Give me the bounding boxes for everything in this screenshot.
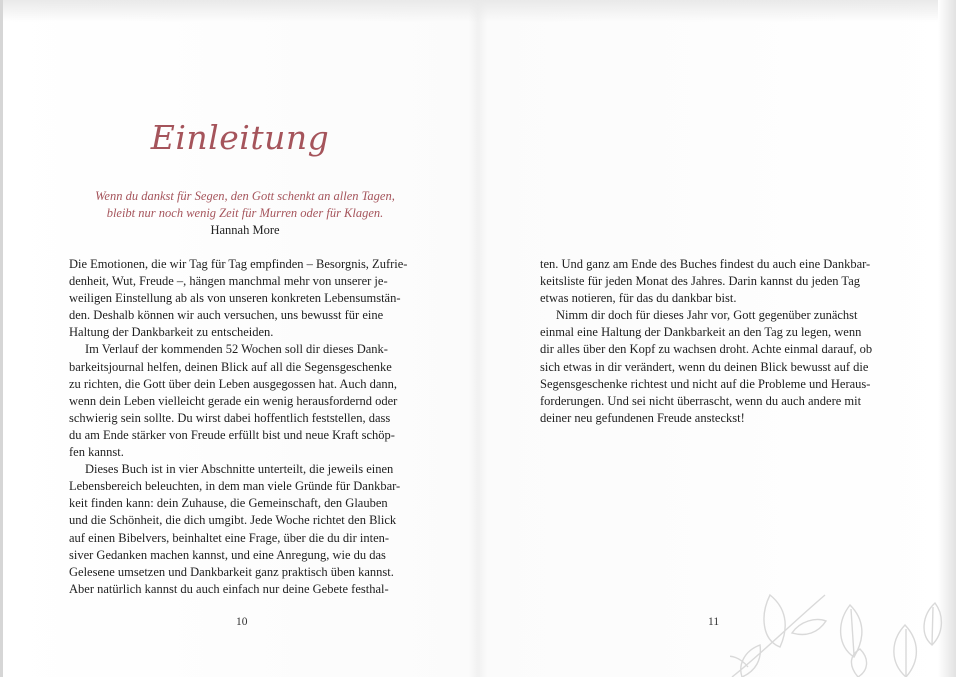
page-number-right: 11 — [708, 616, 720, 628]
body-text-left — [69, 256, 419, 598]
text-line: weiligen Einstellung ab als von unseren konkreten Lebensumstän- — [69, 291, 401, 306]
text-line: denheit, Wut, Freude –, hängen manchmal mehr von unserer je- — [69, 274, 388, 289]
text-line: einmal eine Haltung der Dankbarkeit an den Tag zu legen, wenn — [540, 325, 862, 340]
chapter-title: Einleitung — [150, 118, 330, 157]
body-text-right — [540, 256, 890, 427]
text-line: Im Verlauf der kommenden 52 Wochen soll dir dieses Dank- — [85, 342, 388, 357]
text-line: schwierig sein sollte. Du wirst dabei hoffentlich feststellen, dass — [69, 410, 391, 425]
text-line: fen kannst. — [69, 445, 124, 460]
text-line: Gelesene umsetzen und Dankbarkeit ganz praktisch üben kannst. — [69, 564, 394, 579]
text-line: sich etwas in dir verändert, wenn du deinen Blick bewusst auf die — [540, 359, 869, 374]
text-line: du am Ende stärker von Freude erfüllt bist und neue Kraft schöp- — [69, 427, 395, 442]
text-line: ten. Und ganz am Ende des Buches findest du auch eine Dankbar- — [540, 257, 871, 271]
epigraph-author: Hannah More — [210, 223, 280, 237]
text-line: auf einen Bibelvers, beinhaltet eine Frage, über die du dir inten- — [69, 530, 390, 545]
text-line: barkeitsjournal helfen, deinen Blick auf all die Segensgeschenke — [69, 359, 392, 374]
text-line: siver Gedanken machen kannst, und eine Anregung, wie du das — [69, 547, 386, 562]
text-line: Die Emotionen, die wir Tag für Tag empfinden – Besorgnis, Zufrie- — [69, 257, 408, 271]
text-line: Dieses Buch ist in vier Abschnitte unterteilt, die jeweils einen — [85, 462, 394, 477]
text-line: Haltung der Dankbarkeit zu entscheiden. — [69, 325, 274, 340]
epigraph-line: bleibt nur noch wenig Zeit für Murren oder für Klagen. — [106, 206, 384, 220]
text-line: keitsliste für jeden Monat des Jahres. Darin kannst du jeden Tag — [540, 274, 860, 289]
page-number-left: 10 — [236, 616, 248, 628]
text-line: wenn dein Leben vielleicht gerade ein wenig herausfordernd oder — [69, 393, 398, 408]
epigraph — [70, 188, 420, 222]
text-line: forderungen. Und sei nicht überrascht, wenn du auch andere mit — [540, 393, 862, 408]
text-line: den. Deshalb können wir auch versuchen, uns bewusst für eine — [69, 308, 384, 323]
leaf-branch-icon — [730, 585, 950, 677]
text-line: keit finden kann: dein Zuhause, die Gemeinschaft, den Glauben — [69, 496, 388, 511]
text-line: Lebensbereich beleuchten, in dem man viele Gründe für Dankbar- — [69, 479, 401, 494]
text-line: Aber natürlich kannst du auch einfach nur deine Gebete festhal- — [69, 581, 389, 596]
epigraph-line: Wenn du dankst für Segen, den Gott schenkt an allen Tagen, — [95, 189, 395, 203]
text-line: Nimm dir doch für dieses Jahr vor, Gott gegenüber zunächst — [556, 308, 858, 323]
text-line: Segensgeschenke richtest und nicht auf die Probleme und Heraus- — [540, 376, 871, 391]
text-line: dir alles über den Kopf zu wachsen droht. Achte einmal darauf, ob — [540, 342, 873, 357]
text-line: deiner neu gefundenen Freude ansteckst! — [540, 410, 745, 425]
text-line: etwas notieren, für das du dankbar bist. — [540, 291, 737, 306]
text-line: zu richten, die Gott über dein Leben ausgegossen hat. Auch dann, — [69, 376, 398, 391]
text-line: und die Schönheit, die dich umgibt. Jede Woche richtet den Blick — [69, 513, 397, 528]
